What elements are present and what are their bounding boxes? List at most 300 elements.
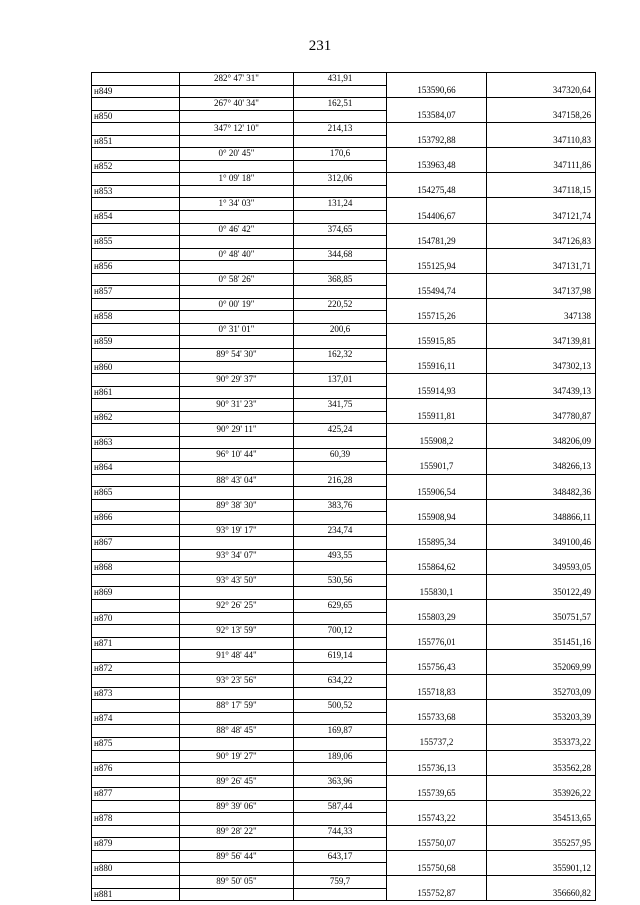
distance-cell: 530,56 xyxy=(294,574,387,587)
segment-row xyxy=(92,574,596,587)
segment-row xyxy=(92,850,596,863)
empty-cell xyxy=(92,198,180,211)
segment-row xyxy=(92,524,596,537)
segment-row xyxy=(92,725,596,738)
y-coordinate-cell: 348266,13 xyxy=(487,461,596,474)
empty-cell xyxy=(92,123,180,136)
empty-cell xyxy=(180,336,294,349)
distance-cell: 500,52 xyxy=(294,700,387,713)
empty-cell xyxy=(387,549,487,562)
empty-cell xyxy=(294,662,387,675)
empty-cell xyxy=(387,499,487,512)
empty-cell xyxy=(180,436,294,449)
empty-cell xyxy=(387,876,487,889)
direction-angle-cell: 92° 13' 59" xyxy=(180,625,294,638)
direction-angle-cell: 267° 40' 34" xyxy=(180,98,294,111)
empty-cell xyxy=(294,587,387,600)
empty-cell xyxy=(294,687,387,700)
segment-row xyxy=(92,499,596,512)
empty-cell xyxy=(387,574,487,587)
empty-cell xyxy=(487,198,596,211)
empty-cell xyxy=(387,424,487,437)
segment-row xyxy=(92,700,596,713)
point-name-cell: н850 xyxy=(92,110,180,123)
empty-cell xyxy=(487,499,596,512)
point-name-cell: н849 xyxy=(92,85,180,98)
y-coordinate-cell: 352069,99 xyxy=(487,662,596,675)
y-coordinate-cell: 347780,87 xyxy=(487,411,596,424)
empty-cell xyxy=(387,374,487,387)
empty-cell xyxy=(92,549,180,562)
direction-angle-cell: 89° 39' 06" xyxy=(180,800,294,813)
x-coordinate-cell: 155752,87 xyxy=(387,888,487,901)
segment-row xyxy=(92,148,596,161)
point-row xyxy=(92,160,596,173)
point-name-cell: н863 xyxy=(92,436,180,449)
segment-row xyxy=(92,650,596,663)
direction-angle-cell: 1° 09' 18" xyxy=(180,173,294,186)
distance-cell: 759,7 xyxy=(294,876,387,889)
empty-cell xyxy=(487,148,596,161)
x-coordinate-cell: 154406,67 xyxy=(387,211,487,224)
empty-cell xyxy=(92,298,180,311)
x-coordinate-cell: 155756,43 xyxy=(387,662,487,675)
empty-cell xyxy=(294,512,387,525)
distance-cell: 344,68 xyxy=(294,248,387,261)
distance-cell: 431,91 xyxy=(294,73,387,86)
empty-cell xyxy=(387,725,487,738)
distance-cell: 363,96 xyxy=(294,775,387,788)
point-row xyxy=(92,587,596,600)
empty-cell xyxy=(92,574,180,587)
y-coordinate-cell: 355901,12 xyxy=(487,863,596,876)
empty-cell xyxy=(294,838,387,851)
empty-cell xyxy=(294,211,387,224)
empty-cell xyxy=(92,374,180,387)
empty-cell xyxy=(387,750,487,763)
point-row xyxy=(92,386,596,399)
empty-cell xyxy=(180,737,294,750)
empty-cell xyxy=(294,637,387,650)
point-name-cell: н851 xyxy=(92,135,180,148)
y-coordinate-cell: 347126,83 xyxy=(487,236,596,249)
empty-cell xyxy=(180,712,294,725)
segment-row xyxy=(92,424,596,437)
segment-row xyxy=(92,98,596,111)
empty-cell xyxy=(387,198,487,211)
coordinates-table-body xyxy=(92,73,596,901)
empty-cell xyxy=(92,273,180,286)
empty-cell xyxy=(487,876,596,889)
y-coordinate-cell: 349100,46 xyxy=(487,537,596,550)
empty-cell xyxy=(387,524,487,537)
point-row xyxy=(92,512,596,525)
empty-cell xyxy=(92,73,180,86)
empty-cell xyxy=(92,650,180,663)
point-row xyxy=(92,662,596,675)
empty-cell xyxy=(487,524,596,537)
point-row xyxy=(92,737,596,750)
point-row xyxy=(92,311,596,324)
x-coordinate-cell: 155743,22 xyxy=(387,813,487,826)
point-name-cell: н867 xyxy=(92,537,180,550)
point-row xyxy=(92,361,596,374)
direction-angle-cell: 90° 19' 27" xyxy=(180,750,294,763)
empty-cell xyxy=(180,813,294,826)
segment-row xyxy=(92,474,596,487)
empty-cell xyxy=(294,110,387,123)
empty-cell xyxy=(487,248,596,261)
direction-angle-cell: 0° 00' 19" xyxy=(180,298,294,311)
x-coordinate-cell: 155916,11 xyxy=(387,361,487,374)
x-coordinate-cell: 155895,34 xyxy=(387,537,487,550)
segment-row xyxy=(92,775,596,788)
point-row xyxy=(92,436,596,449)
empty-cell xyxy=(92,424,180,437)
empty-cell xyxy=(294,461,387,474)
direction-angle-cell: 0° 46' 42" xyxy=(180,223,294,236)
x-coordinate-cell: 153792,88 xyxy=(387,135,487,148)
empty-cell xyxy=(180,537,294,550)
direction-angle-cell: 92° 26' 25" xyxy=(180,599,294,612)
x-coordinate-cell: 153963,48 xyxy=(387,160,487,173)
y-coordinate-cell: 347110,83 xyxy=(487,135,596,148)
empty-cell xyxy=(180,888,294,901)
empty-cell xyxy=(387,625,487,638)
point-name-cell: н854 xyxy=(92,211,180,224)
empty-cell xyxy=(294,135,387,148)
empty-cell xyxy=(92,750,180,763)
empty-cell xyxy=(180,386,294,399)
segment-row xyxy=(92,273,596,286)
distance-cell: 587,44 xyxy=(294,800,387,813)
direction-angle-cell: 90° 29' 11" xyxy=(180,424,294,437)
empty-cell xyxy=(92,148,180,161)
empty-cell xyxy=(92,800,180,813)
x-coordinate-cell: 155864,62 xyxy=(387,562,487,575)
point-row xyxy=(92,286,596,299)
empty-cell xyxy=(487,474,596,487)
point-name-cell: н868 xyxy=(92,562,180,575)
distance-cell: 189,06 xyxy=(294,750,387,763)
empty-cell xyxy=(487,374,596,387)
segment-row xyxy=(92,675,596,688)
point-name-cell: н874 xyxy=(92,712,180,725)
point-name-cell: н866 xyxy=(92,512,180,525)
empty-cell xyxy=(487,850,596,863)
point-row xyxy=(92,487,596,500)
x-coordinate-cell: 153590,66 xyxy=(387,85,487,98)
distance-cell: 634,22 xyxy=(294,675,387,688)
x-coordinate-cell: 155718,83 xyxy=(387,687,487,700)
point-row xyxy=(92,336,596,349)
y-coordinate-cell: 347121,74 xyxy=(487,211,596,224)
direction-angle-cell: 0° 58' 26" xyxy=(180,273,294,286)
empty-cell xyxy=(487,98,596,111)
empty-cell xyxy=(294,336,387,349)
empty-cell xyxy=(92,825,180,838)
empty-cell xyxy=(92,524,180,537)
empty-cell xyxy=(92,223,180,236)
y-coordinate-cell: 353203,39 xyxy=(487,712,596,725)
direction-angle-cell: 0° 48' 40" xyxy=(180,248,294,261)
empty-cell xyxy=(92,248,180,261)
empty-cell xyxy=(387,248,487,261)
empty-cell xyxy=(487,675,596,688)
point-name-cell: н876 xyxy=(92,763,180,776)
empty-cell xyxy=(294,436,387,449)
direction-angle-cell: 89° 28' 22" xyxy=(180,825,294,838)
segment-row xyxy=(92,298,596,311)
direction-angle-cell: 88° 17' 59" xyxy=(180,700,294,713)
empty-cell xyxy=(294,311,387,324)
direction-angle-cell: 89° 54' 30" xyxy=(180,349,294,362)
y-coordinate-cell: 352703,09 xyxy=(487,687,596,700)
x-coordinate-cell: 155125,94 xyxy=(387,261,487,274)
y-coordinate-cell: 350122,49 xyxy=(487,587,596,600)
distance-cell: 341,75 xyxy=(294,399,387,412)
y-coordinate-cell: 348482,36 xyxy=(487,487,596,500)
empty-cell xyxy=(294,85,387,98)
point-name-cell: н879 xyxy=(92,838,180,851)
distance-cell: 383,76 xyxy=(294,499,387,512)
x-coordinate-cell: 154781,29 xyxy=(387,236,487,249)
point-row xyxy=(92,135,596,148)
empty-cell xyxy=(180,863,294,876)
point-name-cell: н878 xyxy=(92,813,180,826)
empty-cell xyxy=(487,273,596,286)
direction-angle-cell: 0° 31' 01" xyxy=(180,323,294,336)
point-row xyxy=(92,637,596,650)
distance-cell: 700,12 xyxy=(294,625,387,638)
distance-cell: 744,33 xyxy=(294,825,387,838)
empty-cell xyxy=(387,223,487,236)
empty-cell xyxy=(294,612,387,625)
empty-cell xyxy=(294,788,387,801)
empty-cell xyxy=(92,98,180,111)
point-name-cell: н853 xyxy=(92,185,180,198)
y-coordinate-cell: 350751,57 xyxy=(487,612,596,625)
point-name-cell: н859 xyxy=(92,336,180,349)
empty-cell xyxy=(387,825,487,838)
empty-cell xyxy=(387,675,487,688)
empty-cell xyxy=(180,185,294,198)
empty-cell xyxy=(92,323,180,336)
empty-cell xyxy=(92,399,180,412)
x-coordinate-cell: 155908,2 xyxy=(387,436,487,449)
y-coordinate-cell: 347158,26 xyxy=(487,110,596,123)
point-row xyxy=(92,763,596,776)
point-name-cell: н880 xyxy=(92,863,180,876)
empty-cell xyxy=(294,888,387,901)
point-row xyxy=(92,236,596,249)
point-row xyxy=(92,411,596,424)
distance-cell: 619,14 xyxy=(294,650,387,663)
y-coordinate-cell: 349593,05 xyxy=(487,562,596,575)
point-row xyxy=(92,85,596,98)
point-name-cell: н855 xyxy=(92,236,180,249)
point-row xyxy=(92,888,596,901)
x-coordinate-cell: 154275,48 xyxy=(387,185,487,198)
distance-cell: 220,52 xyxy=(294,298,387,311)
y-coordinate-cell: 347137,98 xyxy=(487,286,596,299)
y-coordinate-cell: 351451,16 xyxy=(487,637,596,650)
x-coordinate-cell: 155739,65 xyxy=(387,788,487,801)
empty-cell xyxy=(92,474,180,487)
empty-cell xyxy=(387,800,487,813)
segment-row xyxy=(92,374,596,387)
x-coordinate-cell: 153584,07 xyxy=(387,110,487,123)
empty-cell xyxy=(487,223,596,236)
empty-cell xyxy=(180,662,294,675)
empty-cell xyxy=(180,110,294,123)
empty-cell xyxy=(387,123,487,136)
direction-angle-cell: 93° 43' 50" xyxy=(180,574,294,587)
y-coordinate-cell: 347139,81 xyxy=(487,336,596,349)
y-coordinate-cell: 347320,64 xyxy=(487,85,596,98)
direction-angle-cell: 89° 50' 05" xyxy=(180,876,294,889)
segment-row xyxy=(92,825,596,838)
distance-cell: 131,24 xyxy=(294,198,387,211)
direction-angle-cell: 93° 34' 07" xyxy=(180,549,294,562)
direction-angle-cell: 89° 26' 45" xyxy=(180,775,294,788)
empty-cell xyxy=(294,712,387,725)
empty-cell xyxy=(180,261,294,274)
direction-angle-cell: 347° 12' 10" xyxy=(180,123,294,136)
empty-cell xyxy=(92,725,180,738)
point-name-cell: н870 xyxy=(92,612,180,625)
empty-cell xyxy=(180,562,294,575)
empty-cell xyxy=(387,323,487,336)
point-row xyxy=(92,863,596,876)
empty-cell xyxy=(387,474,487,487)
empty-cell xyxy=(294,763,387,776)
empty-cell xyxy=(92,850,180,863)
x-coordinate-cell: 155901,7 xyxy=(387,461,487,474)
empty-cell xyxy=(92,625,180,638)
segment-row xyxy=(92,223,596,236)
point-row xyxy=(92,185,596,198)
distance-cell: 312,06 xyxy=(294,173,387,186)
empty-cell xyxy=(487,650,596,663)
y-coordinate-cell: 347138 xyxy=(487,311,596,324)
segment-row xyxy=(92,123,596,136)
empty-cell xyxy=(294,411,387,424)
point-row xyxy=(92,687,596,700)
point-row xyxy=(92,211,596,224)
point-name-cell: н869 xyxy=(92,587,180,600)
y-coordinate-cell: 354513,65 xyxy=(487,813,596,826)
y-coordinate-cell: 347111,86 xyxy=(487,160,596,173)
empty-cell xyxy=(180,411,294,424)
empty-cell xyxy=(294,487,387,500)
empty-cell xyxy=(487,399,596,412)
distance-cell: 60,39 xyxy=(294,449,387,462)
empty-cell xyxy=(92,349,180,362)
empty-cell xyxy=(294,160,387,173)
x-coordinate-cell: 155736,13 xyxy=(387,763,487,776)
direction-angle-cell: 88° 48' 45" xyxy=(180,725,294,738)
distance-cell: 425,24 xyxy=(294,424,387,437)
point-name-cell: н861 xyxy=(92,386,180,399)
point-row xyxy=(92,110,596,123)
empty-cell xyxy=(92,775,180,788)
empty-cell xyxy=(387,650,487,663)
segment-row xyxy=(92,800,596,813)
point-name-cell: н858 xyxy=(92,311,180,324)
empty-cell xyxy=(294,361,387,374)
y-coordinate-cell: 348206,09 xyxy=(487,436,596,449)
y-coordinate-cell: 355257,95 xyxy=(487,838,596,851)
empty-cell xyxy=(180,85,294,98)
empty-cell xyxy=(92,449,180,462)
empty-cell xyxy=(180,637,294,650)
empty-cell xyxy=(387,148,487,161)
empty-cell xyxy=(487,73,596,86)
direction-angle-cell: 93° 19' 17" xyxy=(180,524,294,537)
empty-cell xyxy=(387,449,487,462)
empty-cell xyxy=(487,599,596,612)
x-coordinate-cell: 155715,26 xyxy=(387,311,487,324)
empty-cell xyxy=(387,298,487,311)
point-name-cell: н856 xyxy=(92,261,180,274)
point-row xyxy=(92,461,596,474)
empty-cell xyxy=(294,562,387,575)
empty-cell xyxy=(294,737,387,750)
distance-cell: 643,17 xyxy=(294,850,387,863)
empty-cell xyxy=(294,286,387,299)
x-coordinate-cell: 155911,81 xyxy=(387,411,487,424)
point-name-cell: н881 xyxy=(92,888,180,901)
distance-cell: 170,6 xyxy=(294,148,387,161)
empty-cell xyxy=(487,449,596,462)
direction-angle-cell: 89° 38' 30" xyxy=(180,499,294,512)
direction-angle-cell: 91° 48' 44" xyxy=(180,650,294,663)
empty-cell xyxy=(387,73,487,86)
x-coordinate-cell: 155750,68 xyxy=(387,863,487,876)
empty-cell xyxy=(487,700,596,713)
empty-cell xyxy=(387,349,487,362)
empty-cell xyxy=(180,461,294,474)
x-coordinate-cell: 155906,54 xyxy=(387,487,487,500)
direction-angle-cell: 90° 31' 23" xyxy=(180,399,294,412)
empty-cell xyxy=(92,599,180,612)
y-coordinate-cell: 347302,13 xyxy=(487,361,596,374)
point-name-cell: н864 xyxy=(92,461,180,474)
segment-row xyxy=(92,173,596,186)
distance-cell: 216,28 xyxy=(294,474,387,487)
y-coordinate-cell: 353373,22 xyxy=(487,737,596,750)
y-coordinate-cell: 347131,71 xyxy=(487,261,596,274)
empty-cell xyxy=(180,286,294,299)
empty-cell xyxy=(487,323,596,336)
empty-cell xyxy=(180,612,294,625)
point-name-cell: н852 xyxy=(92,160,180,173)
page-number: 231 xyxy=(308,38,332,54)
direction-angle-cell: 1° 34' 03" xyxy=(180,198,294,211)
empty-cell xyxy=(92,173,180,186)
x-coordinate-cell: 155908,94 xyxy=(387,512,487,525)
empty-cell xyxy=(487,725,596,738)
point-name-cell: н871 xyxy=(92,637,180,650)
empty-cell xyxy=(180,311,294,324)
empty-cell xyxy=(92,700,180,713)
direction-angle-cell: 93° 23' 56" xyxy=(180,675,294,688)
distance-cell: 368,85 xyxy=(294,273,387,286)
empty-cell xyxy=(92,499,180,512)
empty-cell xyxy=(180,487,294,500)
empty-cell xyxy=(487,349,596,362)
